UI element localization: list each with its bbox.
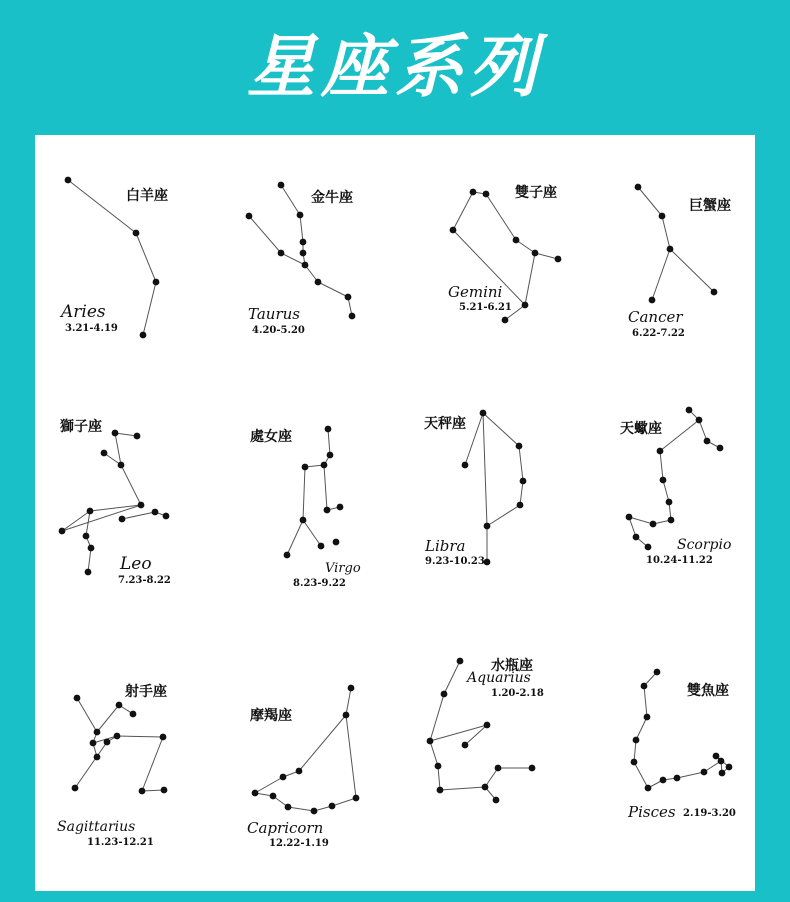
sagittarius-star [161, 787, 168, 794]
sagittarius-star [116, 702, 123, 709]
sagittarius-line [97, 705, 119, 732]
gemini-star [513, 237, 520, 244]
aquarius-line [440, 787, 485, 790]
pisces-cn-label: 雙魚座 [687, 683, 729, 699]
virgo-line [303, 467, 305, 520]
scorpio-star [633, 534, 640, 541]
gemini-star [450, 227, 457, 234]
capricorn-star [252, 790, 259, 797]
capricorn-line [346, 688, 351, 715]
scorpio-star [717, 445, 724, 452]
pisces-line [634, 762, 648, 788]
virgo-star [327, 452, 334, 459]
scorpio-line [660, 420, 699, 451]
taurus-star [278, 250, 285, 257]
pisces-star [674, 775, 681, 782]
taurus-dates: 4.20-5.20 [252, 325, 305, 336]
pisces-star [654, 669, 661, 676]
libra-star [462, 462, 469, 469]
scorpio-star [645, 544, 652, 551]
taurus-star [246, 213, 253, 220]
aquarius-star [462, 742, 469, 749]
pisces-star [726, 764, 733, 771]
pisces-en-label: Pisces [628, 803, 676, 821]
sagittarius-star [90, 740, 97, 747]
gemini-star [522, 302, 529, 309]
aquarius-line [430, 694, 444, 741]
scorpio-star [704, 438, 711, 445]
virgo-star [318, 543, 325, 550]
taurus-en-label: Taurus [248, 305, 300, 323]
cancer-line [670, 249, 714, 292]
scorpio-star [686, 407, 693, 414]
scorpio-en-label: Scorpio [677, 537, 732, 553]
leo-dates: 7.23-8.22 [118, 575, 171, 586]
sagittarius-star [114, 733, 121, 740]
capricorn-star [285, 804, 292, 811]
sagittarius-star [94, 754, 101, 761]
leo-star [83, 533, 90, 540]
pisces-star [718, 758, 725, 765]
gemini-line [453, 192, 473, 230]
libra-star [516, 443, 523, 450]
virgo-star [321, 462, 328, 469]
pisces-star [660, 777, 667, 784]
sagittarius-star [104, 739, 111, 746]
aquarius-star [495, 765, 502, 772]
leo-en-label: Leo [120, 554, 152, 574]
capricorn-star [329, 803, 336, 810]
capricorn-star [353, 795, 360, 802]
sagittarius-line [142, 737, 163, 791]
capricorn-star [270, 793, 277, 800]
pisces-star [644, 714, 651, 721]
taurus-line [249, 216, 281, 253]
constellation-panel [35, 135, 755, 891]
virgo-line [303, 520, 321, 546]
pisces-star [719, 770, 726, 777]
gemini-cn-label: 雙子座 [515, 185, 557, 201]
aquarius-dates: 1.20-2.18 [491, 688, 544, 699]
taurus-cn-label: 金牛座 [311, 190, 353, 206]
aries-line [136, 233, 156, 282]
taurus-line [318, 282, 348, 297]
virgo-line [287, 520, 303, 555]
aries-dates: 3.21-4.19 [65, 323, 118, 334]
virgo-en-label: Virgo [325, 561, 361, 576]
aquarius-star [493, 797, 500, 804]
cancer-dates: 6.22-7.22 [632, 328, 685, 339]
gemini-line [486, 194, 516, 240]
aquarius-star [441, 691, 448, 698]
scorpio-line [663, 480, 669, 502]
constellation-diagram [35, 135, 755, 891]
aquarius-line [438, 766, 440, 790]
capricorn-line [299, 715, 346, 771]
capricorn-star [348, 685, 355, 692]
capricorn-line [255, 777, 283, 793]
leo-line [121, 465, 141, 505]
cancer-star [635, 184, 642, 191]
gemini-star [483, 191, 490, 198]
virgo-line [324, 465, 327, 510]
taurus-star [300, 250, 307, 257]
capricorn-star [343, 712, 350, 719]
gemini-star [555, 256, 562, 263]
aquarius-star [427, 738, 434, 745]
page-title: 星座系列 [246, 27, 543, 107]
aquarius-line [444, 661, 460, 694]
virgo-cn-label: 處女座 [250, 429, 292, 445]
virgo-star [325, 426, 332, 433]
pisces-line [644, 686, 647, 717]
pisces-star [701, 769, 708, 776]
aries-star [65, 177, 72, 184]
sagittarius-dates: 11.23-12.21 [87, 837, 154, 848]
aquarius-cn-label: 水瓶座 [491, 658, 533, 674]
gemini-line [525, 253, 535, 305]
libra-line [483, 413, 519, 446]
taurus-star [302, 262, 309, 269]
libra-cn-label: 天秤座 [424, 416, 466, 432]
leo-line [86, 511, 90, 536]
virgo-star [284, 552, 291, 559]
leo-line [115, 433, 121, 465]
cancer-star [659, 213, 666, 220]
cancer-star [667, 246, 674, 253]
sagittarius-en-label: Sagittarius [57, 819, 136, 835]
leo-star [163, 513, 170, 520]
capricorn-line [346, 715, 356, 798]
leo-star [119, 516, 126, 523]
aquarius-star [457, 658, 464, 665]
scorpio-line [660, 451, 663, 480]
sagittarius-star [72, 785, 79, 792]
taurus-star [278, 182, 285, 189]
aries-star [133, 230, 140, 237]
libra-star [480, 410, 487, 417]
sagittarius-star [160, 734, 167, 741]
scorpio-star [666, 499, 673, 506]
leo-star [152, 509, 159, 516]
leo-star [101, 450, 108, 457]
aquarius-line [485, 768, 498, 787]
sagittarius-star [94, 729, 101, 736]
virgo-star [300, 517, 307, 524]
capricorn-line [332, 798, 356, 806]
cancer-line [652, 249, 670, 300]
virgo-line [328, 429, 330, 455]
gemini-line [535, 253, 558, 259]
libra-line [519, 446, 523, 481]
sagittarius-line [75, 742, 107, 788]
libra-en-label: Libra [425, 537, 466, 555]
virgo-star [337, 504, 344, 511]
scorpio-line [629, 517, 653, 524]
taurus-star [345, 294, 352, 301]
cancer-star [711, 289, 718, 296]
sagittarius-line [117, 736, 163, 737]
sagittarius-star [74, 695, 81, 702]
capricorn-dates: 12.22-1.19 [269, 838, 329, 849]
scorpio-star [696, 417, 703, 424]
sagittarius-star [139, 788, 146, 795]
aquarius-star [529, 765, 536, 772]
capricorn-en-label: Capricorn [247, 819, 324, 837]
aquarius-star [437, 787, 444, 794]
capricorn-star [311, 808, 318, 815]
cancer-line [638, 187, 662, 216]
aries-star [153, 279, 160, 286]
pisces-star [645, 785, 652, 792]
aries-line [143, 282, 156, 335]
gemini-star [470, 189, 477, 196]
cancer-en-label: Cancer [628, 308, 683, 326]
virgo-dates: 8.23-9.22 [293, 578, 346, 589]
sagittarius-star [130, 711, 137, 718]
taurus-star [300, 239, 307, 246]
libra-dates: 9.23-10.23 [425, 556, 485, 567]
aquarius-star [482, 784, 489, 791]
leo-star [138, 502, 145, 509]
aquarius-en-label: Aquarius [467, 670, 531, 686]
leo-cn-label: 獅子座 [60, 419, 102, 435]
scorpio-star [657, 448, 664, 455]
scorpio-star [668, 517, 675, 524]
gemini-dates: 5.21-6.21 [459, 302, 512, 313]
cancer-star [649, 297, 656, 304]
virgo-star [333, 539, 340, 546]
leo-star [118, 462, 125, 469]
sagittarius-line [77, 698, 97, 732]
aries-cn-label: 白羊座 [126, 188, 168, 204]
pisces-line [677, 772, 704, 778]
pisces-star [631, 759, 638, 766]
leo-star [88, 545, 95, 552]
aries-star [140, 332, 147, 339]
scorpio-dates: 10.24-11.22 [646, 555, 713, 566]
scorpio-star [660, 477, 667, 484]
virgo-star [302, 464, 309, 471]
gemini-star [532, 250, 539, 257]
capricorn-cn-label: 摩羯座 [250, 708, 292, 724]
gemini-line [516, 240, 535, 253]
sagittarius-cn-label: 射手座 [125, 684, 167, 700]
capricorn-star [296, 768, 303, 775]
aquarius-star [484, 722, 491, 729]
capricorn-star [280, 774, 287, 781]
gemini-star [502, 317, 509, 324]
libra-star [484, 523, 491, 530]
leo-star [59, 528, 66, 535]
pisces-star [633, 737, 640, 744]
leo-line [62, 511, 90, 531]
virgo-star [324, 507, 331, 514]
libra-star [517, 502, 524, 509]
leo-line [88, 548, 91, 572]
libra-star [520, 478, 527, 485]
leo-star [87, 508, 94, 515]
aries-en-label: Aries [61, 302, 106, 322]
taurus-line [281, 185, 300, 215]
leo-star [134, 433, 141, 440]
taurus-line [300, 215, 303, 242]
libra-line [520, 481, 523, 505]
leo-line [62, 505, 141, 531]
taurus-star [349, 313, 356, 320]
pisces-star [641, 683, 648, 690]
scorpio-cn-label: 天蠍座 [620, 421, 662, 437]
pisces-star [713, 753, 720, 760]
gemini-en-label: Gemini [448, 283, 503, 301]
capricorn-line [288, 807, 314, 811]
leo-star [85, 569, 92, 576]
scorpio-star [626, 514, 633, 521]
scorpio-star [650, 521, 657, 528]
pisces-line [636, 717, 647, 740]
aquarius-line [430, 741, 438, 766]
cancer-line [662, 216, 670, 249]
taurus-star [297, 212, 304, 219]
taurus-star [315, 279, 322, 286]
leo-line [122, 512, 155, 519]
leo-star [112, 430, 119, 437]
libra-line [483, 413, 487, 526]
libra-line [465, 413, 483, 465]
pisces-dates: 2.19-3.20 [683, 808, 736, 819]
aquarius-star [435, 763, 442, 770]
libra-line [487, 505, 520, 526]
cancer-cn-label: 巨蟹座 [689, 198, 731, 214]
